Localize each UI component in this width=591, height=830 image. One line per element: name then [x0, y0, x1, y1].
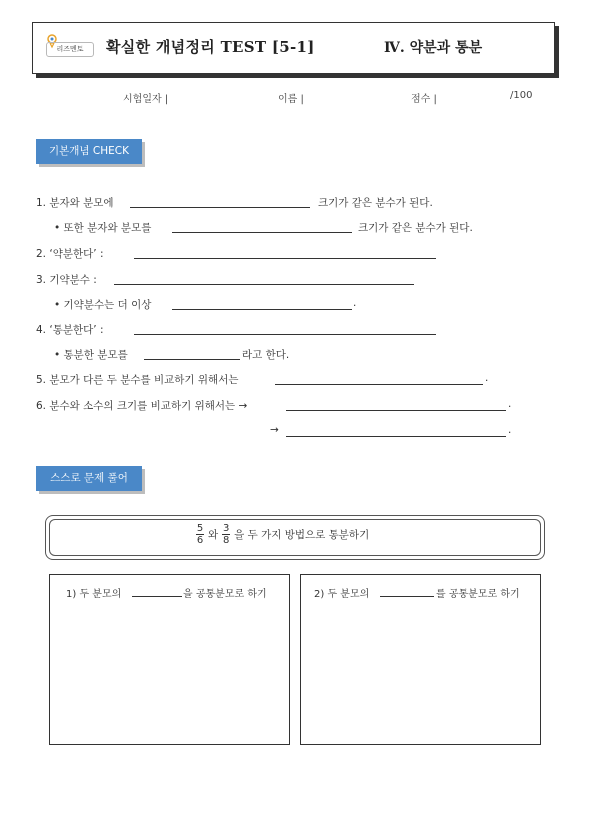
work-box-2-suffix: 를 공통분모로 하기: [436, 589, 520, 600]
answer-blank-1[interactable]: [130, 207, 310, 208]
question-1b-text: • 또한 분자와 분모를: [54, 222, 152, 234]
answer-blank-3[interactable]: [114, 284, 414, 285]
question-1-text: 1. 분자와 분모에: [36, 197, 114, 209]
name-label: 이름 |: [278, 94, 304, 105]
section-basic-concept-tag: 기본개념 CHECK: [36, 139, 142, 164]
work-box-1-suffix: 을 공통분모로 하기: [183, 589, 267, 600]
work-box-1-label: 1) 두 분모의: [66, 589, 122, 600]
answer-blank-4b[interactable]: [144, 359, 240, 360]
answer-blank-1b[interactable]: [172, 232, 352, 233]
question-5-text: 5. 분모가 다른 두 분수를 비교하기 위해서는: [36, 374, 239, 386]
question-1-suffix: 크기가 같은 분수가 된다.: [318, 197, 433, 209]
section-self-solve-tag: 스스로 문제 풀어: [36, 466, 142, 491]
fraction-2-denominator: 8: [222, 535, 230, 546]
problem-instruction: 을 두 가지 방법으로 통분하기: [234, 529, 370, 541]
answer-blank-6b[interactable]: [286, 436, 506, 437]
score-total: /100: [510, 90, 533, 101]
question-5-suffix: .: [485, 372, 489, 384]
question-6b-suffix: .: [508, 424, 512, 436]
logo-text: 리즈멘토: [46, 42, 94, 57]
fraction-1-denominator: 6: [196, 535, 204, 546]
fraction-5-6: [196, 523, 204, 546]
question-6-text: 6. 분수와 소수의 크기를 비교하기 위해서는 →: [36, 400, 248, 412]
question-3b-suffix: .: [353, 297, 357, 309]
fraction-2-numerator: 3: [222, 523, 230, 534]
problem-connector: 와: [208, 529, 219, 541]
question-6-suffix: .: [508, 398, 512, 410]
question-3b-text: • 기약분수는 더 이상: [54, 299, 152, 311]
page-title: 확실한 개념정리 TEST [5-1]: [106, 38, 315, 56]
answer-blank-6[interactable]: [286, 410, 506, 411]
answer-blank-2[interactable]: [134, 258, 436, 259]
work-box-2-label: 2) 두 분모의: [314, 589, 370, 600]
work-box-1-blank[interactable]: [132, 596, 182, 597]
fraction-1-numerator: 5: [196, 523, 204, 534]
question-2-text: 2. ‘약분한다’ :: [36, 248, 104, 260]
score-label: 점수 |: [411, 94, 437, 105]
problem-title: [196, 523, 369, 546]
answer-blank-4[interactable]: [134, 334, 436, 335]
question-1b-suffix: 크기가 같은 분수가 된다.: [358, 222, 473, 234]
fraction-3-8: [222, 523, 230, 546]
brand-logo: [40, 32, 98, 62]
work-box-2-blank[interactable]: [380, 596, 434, 597]
answer-blank-3b[interactable]: [172, 309, 352, 310]
unit-title: Ⅳ. 약분과 통분: [384, 40, 483, 56]
question-4b-text: • 통분한 분모를: [54, 349, 128, 361]
question-3-text: 3. 기약분수 :: [36, 274, 97, 286]
question-6b-arrow: →: [270, 424, 279, 436]
question-4b-suffix: 라고 한다.: [242, 349, 290, 361]
exam-date-label: 시험일자 |: [123, 94, 169, 105]
answer-blank-5[interactable]: [275, 384, 483, 385]
question-4-text: 4. ‘통분한다’ :: [36, 324, 104, 336]
